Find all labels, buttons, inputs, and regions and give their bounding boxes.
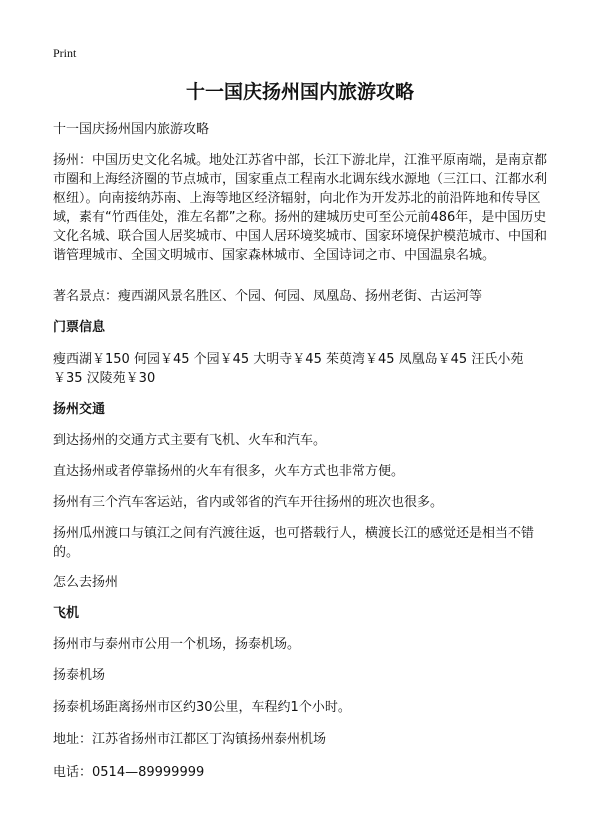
how-to-go-label: 怎么去扬州 bbox=[53, 575, 119, 590]
print-link[interactable]: Print bbox=[53, 46, 77, 60]
transport-paragraph-3: 扬州有三个汽车客运站，省内或邻省的汽车开往扬州的班次也很多。 bbox=[53, 495, 444, 510]
transport-paragraph-2: 直达扬州或者停靠扬州的火车有很多，火车方式也非常方便。 bbox=[53, 464, 405, 479]
transport-heading: 扬州交通 bbox=[53, 402, 106, 417]
airport-phone: 电话：0514—89999999 bbox=[53, 765, 205, 780]
intro-paragraph: 扬州：中国历史文化名城。地处江苏省中部，长江下游北岸，江淮平原南端，是南京都市圈和上海经济圈的节点城市，国家重点工程南水北调东线水源地（三江口、江都水利枢纽）。向南接纳苏南、上海等地区经济辐射，向北作为开发苏北的前沿阵地和传导区域，素有“竹西佳处，淮左名都”之称。扬州的建城历史可至公元前486年，是中国历史文化名城、联合国人居奖城市、中国人居环境奖城市、国家环境保护模范城市、中国和谐管理城市、全国文明城市、国家森林城市、全国诗词之市、中国温泉名城。 bbox=[53, 153, 548, 263]
transport-paragraph-4: 扬州瓜州渡口与镇江之间有汽渡往返，也可搭载行人，横渡长江的感觉还是相当不错的。 bbox=[53, 526, 535, 560]
plane-paragraph: 扬州市与泰州市公用一个机场，扬泰机场。 bbox=[53, 637, 301, 652]
tickets-heading: 门票信息 bbox=[53, 320, 106, 335]
plane-heading: 飞机 bbox=[53, 606, 80, 621]
transport-paragraph-1: 到达扬州的交通方式主要有飞机、火车和汽车。 bbox=[53, 433, 327, 448]
tickets-paragraph: 瘦西湖￥150 何园￥45 个园￥45 大明寺￥45 茱萸湾￥45 凤凰岛￥45 汪氏小苑￥35 汉陵苑￥30 bbox=[53, 352, 524, 386]
page-title: 十一国庆扬州国内旅游攻略 bbox=[185, 81, 414, 103]
sights-paragraph: 著名景点：瘦西湖风景名胜区、个园、何园、凤凰岛、扬州老街、古运河等 bbox=[53, 289, 483, 304]
airport-address: 地址：江苏省扬州市江都区丁沟镇扬州泰州机场 bbox=[53, 732, 327, 747]
airport-distance: 扬泰机场距离扬州市区约30公里，车程约1个小时。 bbox=[53, 700, 351, 715]
airport-name: 扬泰机场 bbox=[53, 668, 106, 683]
subtitle: 十一国庆扬州国内旅游攻略 bbox=[53, 122, 210, 137]
